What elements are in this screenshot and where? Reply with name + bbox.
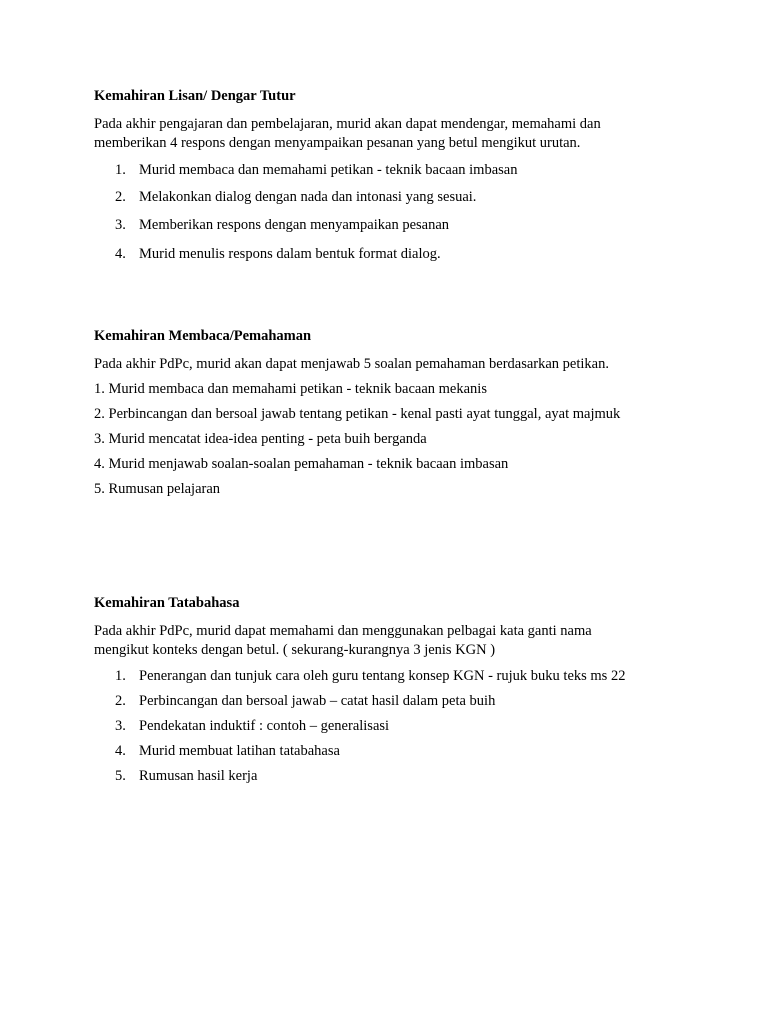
section-intro-line: Pada akhir PdPc, murid dapat memahami dan menggunakan pelbagai kata ganti nama: [94, 623, 592, 639]
list-item: 5. Rumusan pelajaran: [94, 481, 221, 497]
list-text: Pendekatan induktif : contoh – generalisasi: [139, 718, 390, 734]
list-number: 4.: [115, 743, 126, 759]
list-text: Memberikan respons dengan menyampaikan pesanan: [139, 217, 450, 233]
list-number: 2.: [115, 189, 126, 205]
list-text: Penerangan dan tunjuk cara oleh guru tentang konsep KGN - rujuk buku teks ms 22: [139, 668, 626, 684]
section-tatabahasa: [94, 594, 694, 660]
list-number: 5.: [115, 768, 126, 784]
list-text: Murid membaca dan memahami petikan - teknik bacaan imbasan: [139, 162, 518, 178]
list-item: 3. Murid mencatat idea-idea penting - peta buih berganda: [94, 431, 427, 447]
section-intro-line: Pada akhir PdPc, murid akan dapat menjawab 5 soalan pemahaman berdasarkan petikan.: [94, 356, 609, 372]
section-intro-line: Pada akhir pengajaran dan pembelajaran, murid akan dapat mendengar, memahami dan: [94, 116, 601, 132]
list-text: Perbincangan dan bersoal jawab – catat hasil dalam peta buih: [139, 693, 496, 709]
list-number: 1.: [115, 668, 126, 684]
list-item: 2. Perbincangan dan bersoal jawab tentang petikan - kenal pasti ayat tunggal, ayat majmuk: [94, 406, 621, 422]
list-text: Rumusan hasil kerja: [139, 768, 258, 784]
section-heading: Kemahiran Lisan/ Dengar Tutur: [94, 88, 296, 104]
section-heading: Kemahiran Membaca/Pemahaman: [94, 328, 312, 344]
list-number: 4.: [115, 246, 126, 262]
list-text: Murid membuat latihan tatabahasa: [139, 743, 340, 759]
plain-list-membaca: [94, 380, 694, 499]
list-text: Melakonkan dialog dengan nada dan intonasi yang sesuai.: [139, 189, 477, 205]
section-membaca: [94, 327, 694, 499]
section-intro-line: memberikan 4 respons dengan menyampaikan pesanan yang betul mengikut urutan.: [94, 135, 581, 151]
section-lisan: [94, 87, 694, 153]
section-intro-line: mengikut konteks dengan betul. ( sekurang-kurangnya 3 jenis KGN ): [94, 642, 496, 658]
list-text: Murid menulis respons dalam bentuk format dialog.: [139, 246, 441, 262]
list-number: 3.: [115, 718, 126, 734]
list-number: 3.: [115, 217, 126, 233]
list-number: 2.: [115, 693, 126, 709]
section-heading: Kemahiran Tatabahasa: [94, 595, 240, 611]
list-number: 1.: [115, 162, 126, 178]
list-item: 4. Murid menjawab soalan-soalan pemahaman - teknik bacaan imbasan: [94, 456, 509, 472]
list-item: 1. Murid membaca dan memahami petikan - teknik bacaan mekanis: [94, 381, 487, 397]
